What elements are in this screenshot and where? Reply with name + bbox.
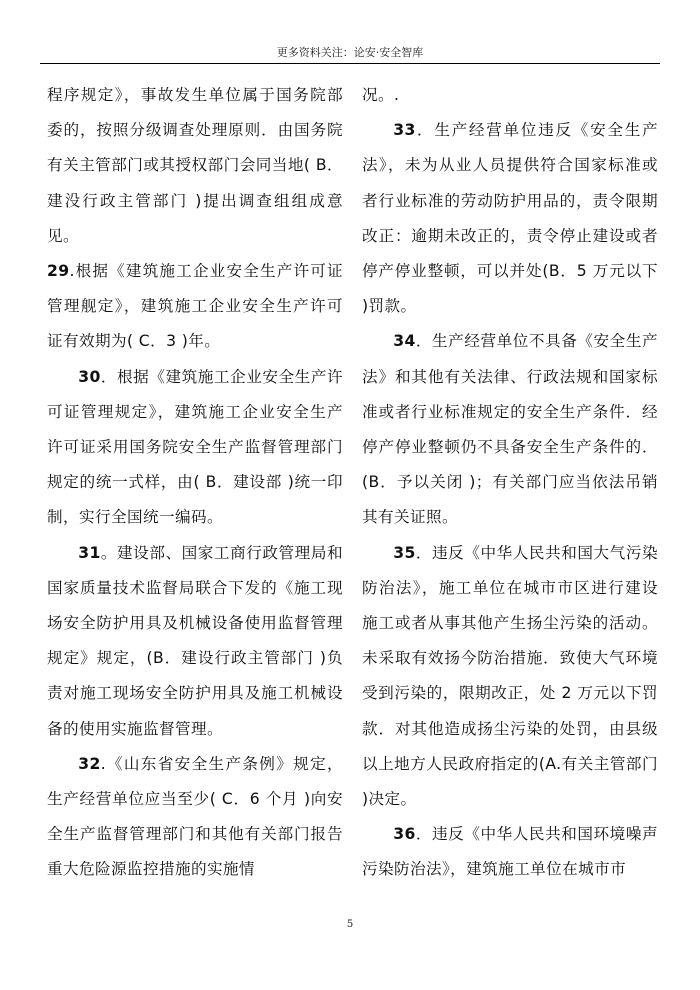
- question-text: 。建设部、国家工商行政管理局和国家质量技术监督局联合下发的《施工现场安全防护用具及机械设备使用监督管理规定》规定，(B．建设行政主管部门 )负责对施工现场安全防护用具及施工机械设备的使用实施监督管理。: [47, 543, 343, 738]
- header-rule: [40, 63, 660, 64]
- question-number: 35: [393, 543, 416, 562]
- question-number: 33: [393, 121, 416, 140]
- question-text: .根据《建筑施工企业安全生产许可证管理舰定》，建筑施工企业安全生产许可证有效期为( C．3 )年。: [47, 262, 343, 351]
- question-35: [362, 536, 658, 818]
- question-number: 29: [47, 262, 70, 281]
- question-text: .《山东省安全生产条例》规定，生产经营单位应当至少( C．6 个月 )向安全生产监督管理部门和其他有关部门报告重大危险源监控措施的实施情: [47, 754, 343, 879]
- page-header: 更多资料关注：论安·安全智库: [276, 46, 424, 59]
- question-text: ．违反《中华人民共和国大气污染防治法》，施工单位在城市市区进行建设施工或者从事其他产生扬尘污染的活动。未采取有效扬今防治措施．致使大气环境受到污染的，限期改正，处 2 万元以下罚款．对其他造成扬尘污染的处罚，由县级以上地方人民政府指定的(A.有关主管部门 )决定。: [362, 543, 658, 809]
- question-number: 34: [393, 332, 416, 351]
- question-text: ．生产经营单位不具备《安全生产法》和其他有关法律、行政法规和国家标准或者行业标准规定的安全生产条件．经停产停业整顿仍不具备安全生产条件的．(B．予以关闭 )；有关部门应当依法吊销其有关证照。: [362, 332, 658, 527]
- left-column: [47, 78, 343, 888]
- question-36: [362, 817, 658, 887]
- question-text: ．生产经营单位违反《安全生产法》，未为从业人员提供符合国家标准或者行业标准的劳动防护用品的，责令限期改正：逾期未改正的，责令停止建设或者停产停业整顿，可以并处(B．5 万元以下 )罚款。: [362, 121, 658, 316]
- paragraph: [47, 78, 343, 254]
- question-29: [47, 254, 343, 360]
- paragraph-text: 况。.: [362, 86, 400, 104]
- question-number: 32: [78, 754, 101, 773]
- question-33: [362, 113, 658, 324]
- paragraph-text: 程序规定》，事故发生单位属于国务院部委的，按照分级调查处理原则．由国务院有关主管部门或其授权部门会同当地( B．建没行政主管部门 )提出调查组组成意见。: [47, 86, 343, 245]
- paragraph: [362, 78, 658, 113]
- question-text: ．违反《中华人民共和国环境噪声污染防治法》，建筑施工单位在城市市: [362, 825, 658, 879]
- question-30: [47, 360, 343, 536]
- question-number: 36: [393, 825, 416, 844]
- question-34: [362, 324, 658, 535]
- right-column: [362, 78, 658, 888]
- question-number: 31: [78, 543, 101, 562]
- question-32: [47, 747, 343, 888]
- question-number: 30: [78, 367, 101, 386]
- question-text: ．根据《建筑施工企业安全生产许可证管理规定》，建筑施工企业安全生产许可证采用国务院安全生产监督管理部门规定的统一式样，由( B．建设部 )统一印制，实行全国统一编码。: [47, 367, 343, 527]
- question-31: [47, 536, 343, 747]
- page-number: 5: [346, 919, 354, 930]
